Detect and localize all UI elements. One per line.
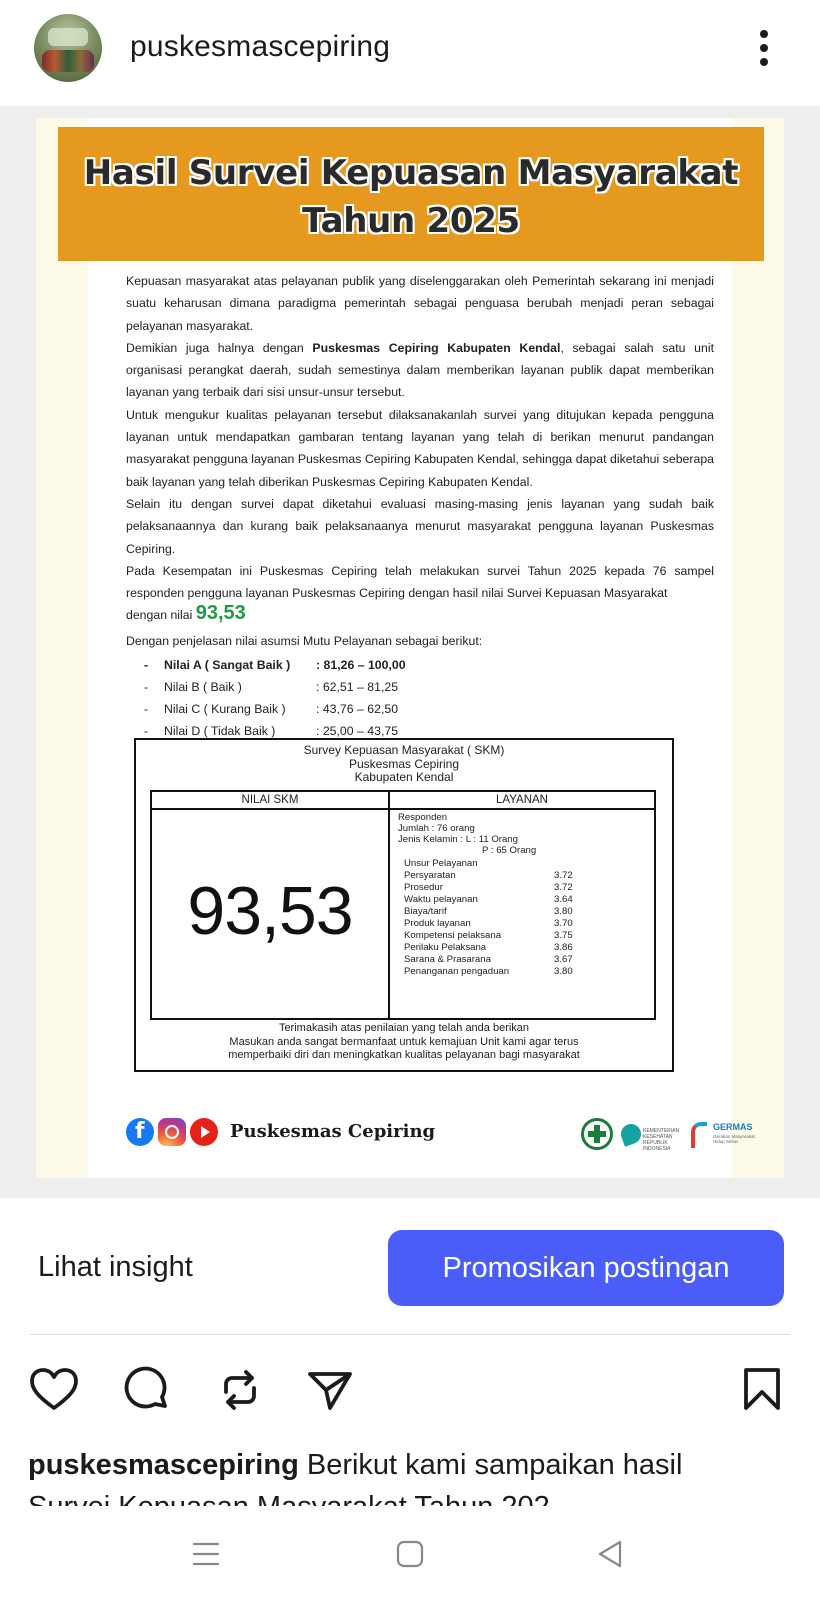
table-row: Produk layanan 3.70 [404,918,573,929]
skm-footer: Terimakasih atas penilaian yang telah anda berikan Masukan anda sangat bermanfaat untuk kemajuan Unit kami agar terus memperbaiki diri dan meningkatkan kualitas pelayanan bagi masyarakat [228,1022,580,1061]
skm-value: 93,53 [187,873,353,949]
promote-post-button[interactable]: Promosikan postingan [388,1230,784,1306]
skm-card [134,738,674,1072]
comment-icon[interactable] [118,1362,174,1418]
youtube-icon [190,1118,218,1146]
poster-title: Hasil Survei Kepuasan Masyarakat [83,153,739,193]
post-caption[interactable]: puskesmascepiring Berikut kami sampaikan hasil [28,1449,683,1481]
back-icon[interactable] [592,1534,632,1574]
poster-title-banner [58,127,764,261]
table-row: Persyaratan 3.72 [404,870,573,881]
column-header: LAYANAN [390,792,654,810]
recent-apps-icon[interactable] [186,1534,226,1574]
grade-intro: Dengan penjelasan nilai asumsi Mutu Pelayanan sebagai berikut: [126,634,483,648]
social-name: Puskesmas Cepiring [230,1121,436,1142]
list-item: - Nilai A ( Sangat Baik ) : 81,26 – 100,00 [144,658,406,672]
list-item: - Nilai D ( Tidak Baik ) : 25,00 – 43,75 [144,724,399,738]
skm-table [150,790,656,1020]
paragraph: Demikian juga halnya dengan Puskesmas Cepiring Kabupaten Kendal, sebagai salah satu unit organisasi perangkat daerah, sudah semestinya dalam memberikan layanan publik dapat memberikan layanan yang terbaik dari sisi unsur-unsur tersebut. [126,340,714,400]
post-header [0,0,820,106]
table-row: Perilaku Pelaksana 3.86 [404,942,573,953]
survey-poster [36,118,784,1178]
score-value: 93,53 [195,602,246,624]
avatar[interactable] [34,14,102,82]
kemenkes-logo-icon: KEMENTERIAN KESEHATAN REPUBLIK INDONESIA [621,1120,681,1150]
paragraph: Selain itu dengan survei dapat diketahui evaluasi masing-masing jenis layanan yang sudah baik pelaksanaannya dan kurang baik pelaksanaanya menurut masyarakat pengguna layanan Puskesmas Cepiring. [126,496,714,556]
repost-icon[interactable] [212,1362,268,1418]
list-item: - Nilai C ( Kurang Baik ) : 43,76 – 62,50 [144,702,399,716]
paragraph: Pada Kesempatan ini Puskesmas Cepiring telah melakukan survei Tahun 2025 kepada 76 sampel responden pengguna layanan Puskesmas Cepiring dengan hasil nilai Survei Kepuasan Masyarakat [126,563,714,601]
facebook-icon [126,1118,154,1146]
like-heart-icon[interactable] [26,1362,82,1418]
grade-list [126,658,526,746]
table-row: Biaya/tarif 3.80 [404,906,573,917]
more-vertical-icon[interactable] [750,26,778,70]
post-image[interactable] [0,106,820,1198]
view-insight-link[interactable]: Lihat insight [38,1251,193,1283]
table-row: Sarana & Prasarana 3.67 [404,954,573,965]
poster-body-text [126,270,714,604]
puskesmas-logo-icon [581,1118,613,1150]
partner-logos [581,1114,761,1154]
column-header: NILAI SKM [152,792,390,810]
service-details: Responden Jumlah : 76 orang Jenis Kelamin : L : 11 Orang P : 65 Orang Unsur Pelayanan Persyaratan 3.72 Prosedur 3.72 Waktu pelayanan 3.64 Biaya/tarif 3.80 Produk layanan 3.70 Kompetensi pelaksana 3.75 Perilaku Pelaksana 3.86 Sarana & Prasarana 3.67 Penanganan pengaduan 3.80 [392,812,654,1018]
table-row: Kompetensi pelaksana 3.75 [404,930,573,941]
caption-username[interactable]: puskesmascepiring [28,1449,299,1481]
post-username[interactable]: puskesmascepiring [130,30,391,63]
system-navbar [0,1506,820,1600]
list-item: - Nilai B ( Baik ) : 62,51 – 81,25 [144,680,399,694]
skm-heading: Survey Kepuasan Masyarakat ( SKM) Puskesmas Cepiring Kabupaten Kendal [303,743,505,784]
poster-title-year: Tahun 2025 [302,201,520,241]
score-line: dengan nilai 93,53 [126,602,246,624]
instagram-icon [158,1118,186,1146]
table-row: Waktu pelayanan 3.64 [404,894,573,905]
paragraph: Kepuasan masyarakat atas pelayanan publik yang diselenggarakan oleh Pemerintah sekarang ini menjadi suatu keharusan dimana paradigma pemerintah sebagai penguasa berubah menjadi peran sebagai pelayanan masyarakat. [126,274,714,333]
divider [30,1334,790,1335]
germas-logo-icon: GERMAS Gerakan Masyarakat Hidup Sehat [691,1116,761,1152]
table-row: Penanganan pengaduan 3.80 [404,966,573,977]
home-icon[interactable] [390,1534,430,1574]
table-row: Prosedur 3.72 [404,882,573,893]
bookmark-icon[interactable] [736,1362,792,1418]
paragraph: Untuk mengukur kualitas pelayanan tersebut dilaksanakanlah survei yang ditujukan kepada pengguna layanan untuk mendapatkan gambaran tentang layanan yang telah di berikan menurut pandangan masyarakat pengguna layanan Puskesmas Cepiring Kabupaten Kendal, sehingga dapat diketahui seberapa baik layanan yang telah diberikan Puskesmas Cepiring Kabupaten Kendal. [126,407,714,489]
share-send-icon[interactable] [302,1362,358,1418]
